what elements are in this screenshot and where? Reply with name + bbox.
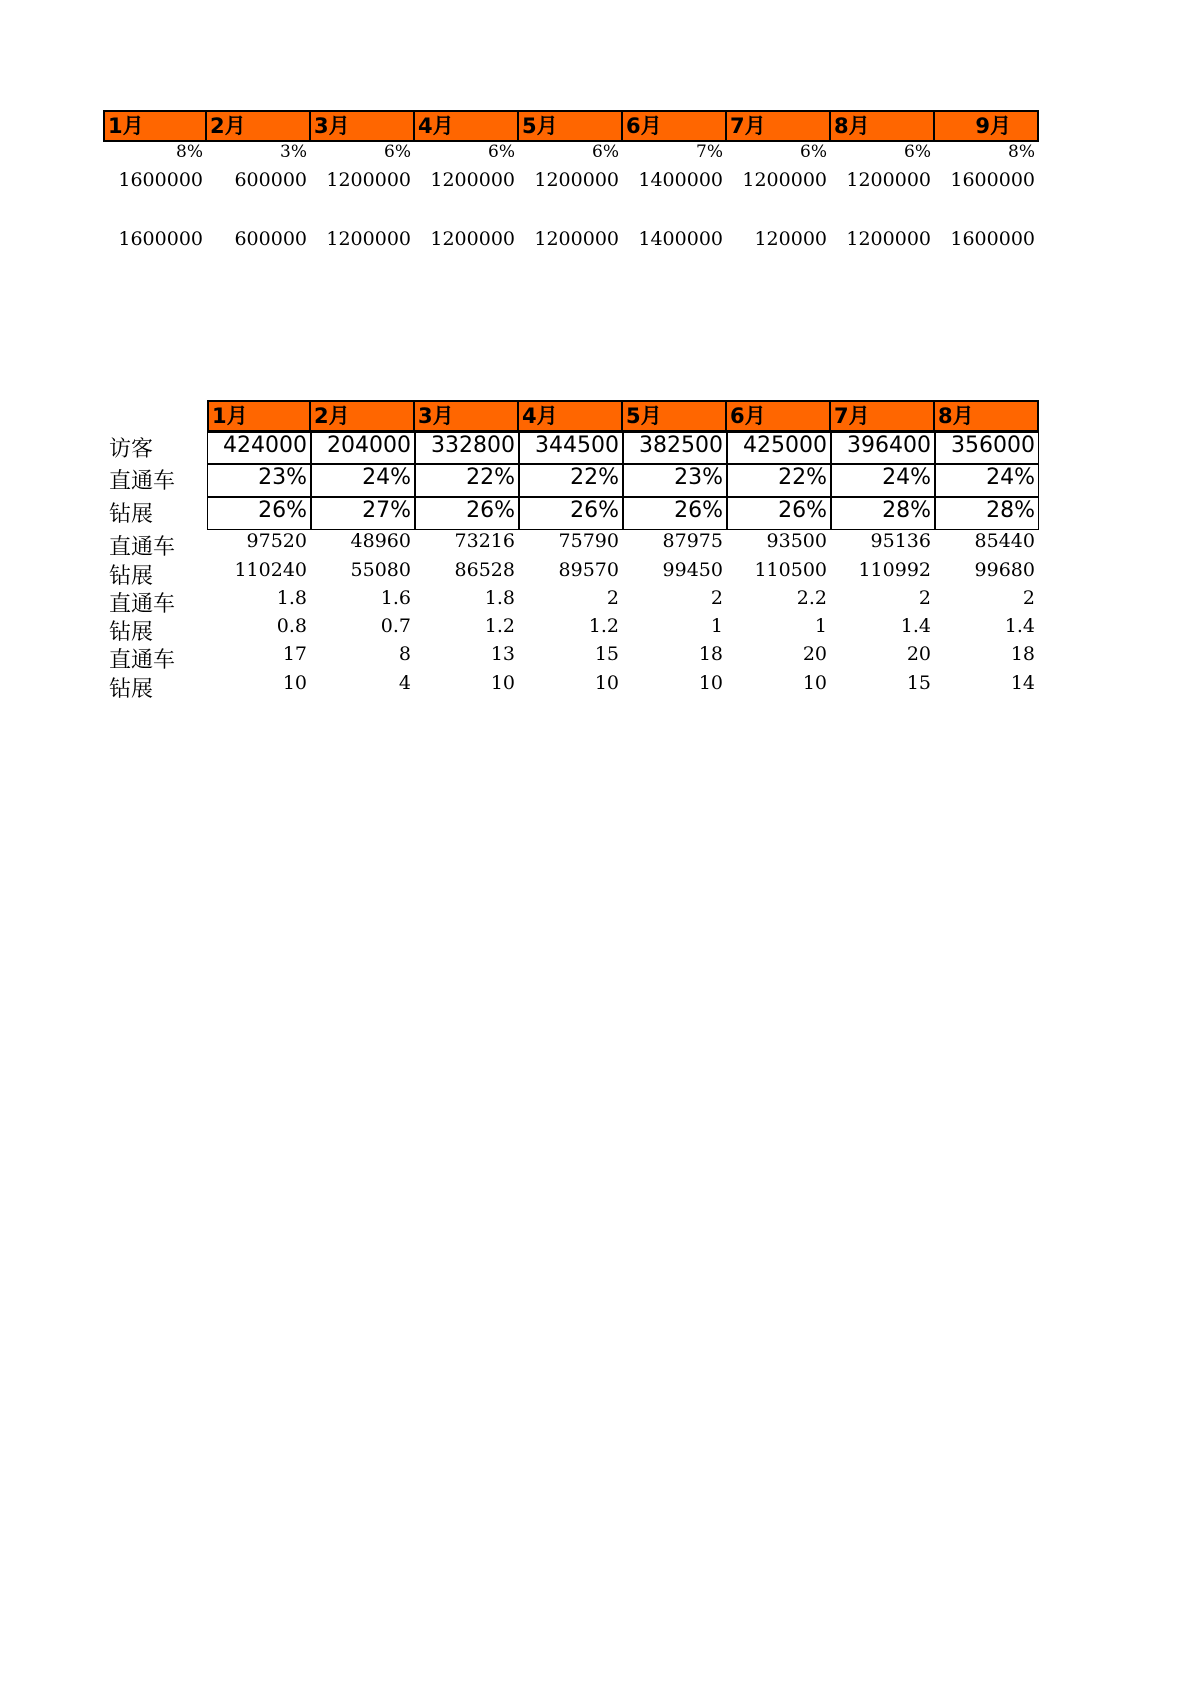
value-cell[interactable]: 10 [282,672,307,694]
row-label[interactable]: 钻展 [109,564,154,589]
month-header-cell[interactable]: 1月 [103,110,207,142]
value-cell[interactable]: 1600000 [118,169,203,191]
boxed-value-cell[interactable]: 26% [623,497,727,530]
value-cell[interactable]: 110992 [858,559,931,581]
boxed-value-cell[interactable]: 24% [831,464,935,497]
traffic-breakdown-table [103,400,1039,700]
boxed-value-cell[interactable]: 22% [519,464,623,497]
value-cell[interactable]: 4 [398,672,411,694]
percent-cell[interactable]: 7% [696,142,723,162]
value-cell[interactable]: 17 [282,643,307,665]
percent-cell[interactable]: 6% [384,142,411,162]
row-label[interactable]: 直通车 [109,648,176,673]
value-cell[interactable]: 20 [906,643,931,665]
month-header-cell[interactable]: 2月 [311,400,415,432]
month-header-cell[interactable]: 9月 [935,110,1039,142]
month-header-cell[interactable]: 3月 [415,400,519,432]
value-cell[interactable]: 2 [710,587,723,609]
value-cell[interactable]: 99450 [662,559,723,581]
value-cell[interactable]: 1.8 [276,587,307,609]
value-cell[interactable]: 2 [606,587,619,609]
percent-cell[interactable]: 6% [488,142,515,162]
value-cell[interactable]: 1200000 [846,169,931,191]
value-cell[interactable]: 15 [906,672,931,694]
row-label[interactable]: 钻展 [109,502,154,527]
value-cell[interactable]: 10 [490,672,515,694]
value-cell[interactable]: 1.8 [484,587,515,609]
value-cell[interactable]: 1600000 [950,169,1035,191]
month-header-cell[interactable]: 5月 [623,400,727,432]
value-cell[interactable]: 1400000 [638,169,723,191]
value-cell[interactable]: 1.2 [484,615,515,637]
value-cell[interactable]: 48960 [350,530,411,552]
value-cell[interactable]: 86528 [454,559,515,581]
boxed-value-cell[interactable]: 26% [207,497,311,530]
value-cell[interactable]: 110500 [754,559,827,581]
month-header-cell[interactable]: 2月 [207,110,311,142]
boxed-value-cell[interactable]: 382500 [623,432,727,464]
value-cell[interactable]: 97520 [246,530,307,552]
boxed-value-cell[interactable]: 23% [207,464,311,497]
month-header-cell[interactable]: 7月 [831,400,935,432]
month-header-cell[interactable]: 5月 [519,110,623,142]
boxed-value-cell[interactable]: 28% [935,497,1039,530]
value-cell[interactable]: 1200000 [742,169,827,191]
month-header-cell[interactable]: 8月 [935,400,1039,432]
value-cell[interactable]: 10 [698,672,723,694]
value-cell[interactable]: 1600000 [950,228,1035,250]
value-cell[interactable]: 55080 [350,559,411,581]
value-cell[interactable]: 1.2 [588,615,619,637]
row-label[interactable]: 钻展 [109,677,154,702]
value-cell[interactable]: 1 [814,615,827,637]
month-header-cell[interactable]: 8月 [831,110,935,142]
value-cell[interactable]: 99680 [974,559,1035,581]
value-cell[interactable]: 1200000 [534,228,619,250]
value-cell[interactable]: 2.2 [796,587,827,609]
boxed-value-cell[interactable]: 22% [415,464,519,497]
value-cell[interactable]: 600000 [234,228,307,250]
value-cell[interactable]: 1400000 [638,228,723,250]
value-cell[interactable]: 10 [802,672,827,694]
boxed-value-cell[interactable]: 26% [727,497,831,530]
percent-cell[interactable]: 3% [280,142,307,162]
boxed-value-cell[interactable]: 204000 [311,432,415,464]
row-label[interactable]: 直通车 [109,592,176,617]
value-cell[interactable]: 15 [594,643,619,665]
value-cell[interactable]: 1200000 [326,228,411,250]
value-cell[interactable]: 13 [490,643,515,665]
boxed-value-cell[interactable]: 28% [831,497,935,530]
value-cell[interactable]: 120000 [754,228,827,250]
month-header-cell[interactable]: 6月 [727,400,831,432]
value-cell[interactable]: 1.4 [1004,615,1035,637]
value-cell[interactable]: 1600000 [118,228,203,250]
month-header-cell[interactable]: 1月 [207,400,311,432]
percent-cell[interactable]: 6% [592,142,619,162]
value-cell[interactable]: 18 [698,643,723,665]
corner-cell[interactable] [103,400,207,432]
empty-cell[interactable] [103,196,1039,228]
value-cell[interactable]: 18 [1010,643,1035,665]
boxed-value-cell[interactable]: 396400 [831,432,935,464]
value-cell[interactable]: 8 [398,643,411,665]
value-cell[interactable]: 1200000 [846,228,931,250]
value-cell[interactable]: 110240 [234,559,307,581]
value-cell[interactable]: 10 [594,672,619,694]
value-cell[interactable]: 75790 [558,530,619,552]
value-cell[interactable]: 1.4 [900,615,931,637]
boxed-value-cell[interactable]: 26% [519,497,623,530]
month-header-cell[interactable]: 3月 [311,110,415,142]
boxed-value-cell[interactable]: 425000 [727,432,831,464]
row-label[interactable]: 访客 [109,437,154,462]
value-cell[interactable]: 93500 [766,530,827,552]
value-cell[interactable]: 1200000 [534,169,619,191]
percent-cell[interactable]: 8% [176,142,203,162]
boxed-value-cell[interactable]: 26% [415,497,519,530]
value-cell[interactable]: 1 [710,615,723,637]
value-cell[interactable]: 14 [1010,672,1035,694]
value-cell[interactable]: 87975 [662,530,723,552]
boxed-value-cell[interactable]: 27% [311,497,415,530]
row-label[interactable]: 直通车 [109,535,176,560]
value-cell[interactable]: 95136 [870,530,931,552]
value-cell[interactable]: 1.6 [380,587,411,609]
row-label[interactable]: 直通车 [109,469,176,494]
value-cell[interactable]: 1200000 [326,169,411,191]
month-header-cell[interactable]: 7月 [727,110,831,142]
value-cell[interactable]: 20 [802,643,827,665]
value-cell[interactable]: 2 [918,587,931,609]
row-label[interactable]: 钻展 [109,620,154,645]
value-cell[interactable]: 0.8 [276,615,307,637]
boxed-value-cell[interactable]: 344500 [519,432,623,464]
boxed-value-cell[interactable]: 332800 [415,432,519,464]
month-header-cell[interactable]: 6月 [623,110,727,142]
month-header-cell[interactable]: 4月 [415,110,519,142]
boxed-value-cell[interactable]: 24% [935,464,1039,497]
value-cell[interactable]: 600000 [234,169,307,191]
value-cell[interactable]: 89570 [558,559,619,581]
boxed-value-cell[interactable]: 356000 [935,432,1039,464]
boxed-value-cell[interactable]: 23% [623,464,727,497]
percent-cell[interactable]: 8% [1008,142,1035,162]
boxed-value-cell[interactable]: 424000 [207,432,311,464]
boxed-value-cell[interactable]: 24% [311,464,415,497]
monthly-targets-table [103,110,1039,255]
value-cell[interactable]: 2 [1022,587,1035,609]
value-cell[interactable]: 73216 [454,530,515,552]
value-cell[interactable]: 1200000 [430,228,515,250]
value-cell[interactable]: 1200000 [430,169,515,191]
percent-cell[interactable]: 6% [904,142,931,162]
boxed-value-cell[interactable]: 22% [727,464,831,497]
value-cell[interactable]: 85440 [974,530,1035,552]
value-cell[interactable]: 0.7 [380,615,411,637]
month-header-cell[interactable]: 4月 [519,400,623,432]
percent-cell[interactable]: 6% [800,142,827,162]
